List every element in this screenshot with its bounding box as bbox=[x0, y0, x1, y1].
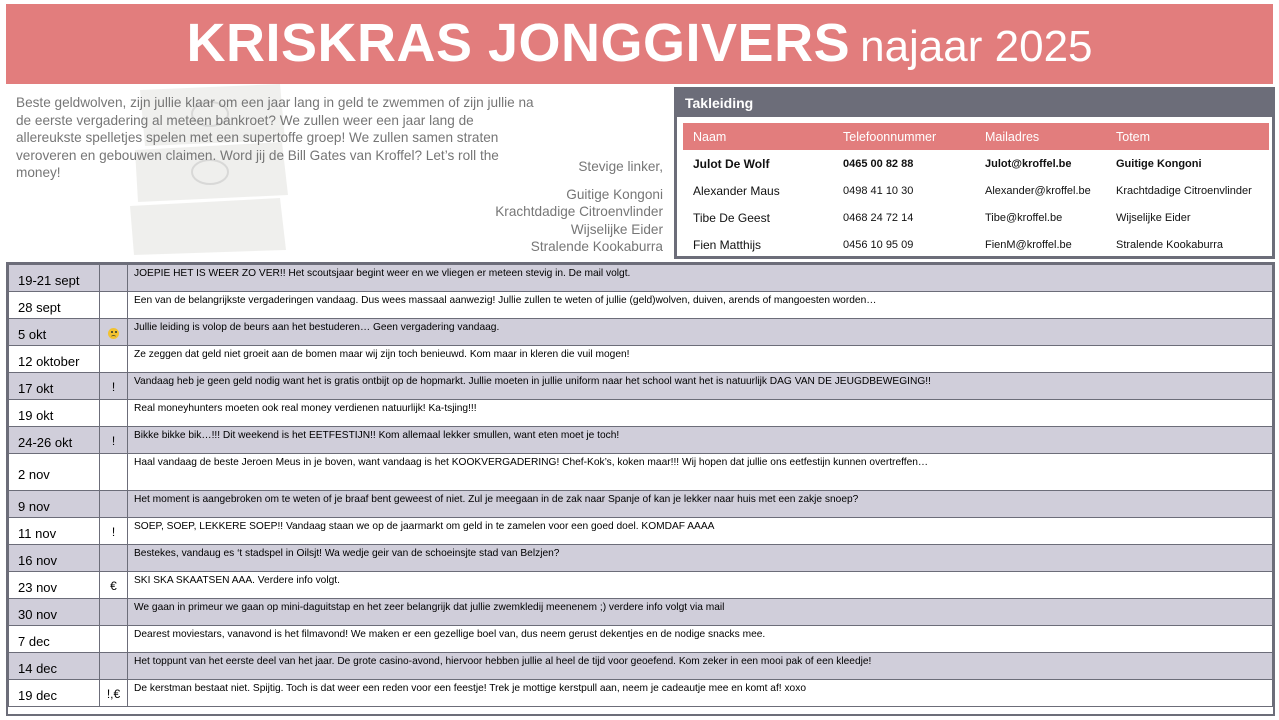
leader-row bbox=[683, 231, 1269, 258]
schedule-description: Jullie leiding is volop de beurs aan het bestuderen… Geen vergadering vandaag. bbox=[128, 319, 1273, 346]
leader-row bbox=[683, 204, 1269, 231]
schedule-row bbox=[9, 626, 1273, 653]
schedule-description: We gaan in primeur we gaan op mini-daguitstap en het zeer belangrijk dat jullie zwemkledij meenenem ;) verdere info volgt via mail bbox=[128, 599, 1273, 626]
leader-name: Alexander Maus bbox=[693, 183, 780, 198]
column-header-totem: Totem bbox=[1106, 123, 1269, 150]
schedule-description: Het moment is aangebroken om te weten of je braaf bent geweest of niet. Zul je meegaan in de zak naar Spanje of kan je lekker naar huis met een zakje snoep? bbox=[128, 491, 1273, 518]
schedule-row bbox=[9, 545, 1273, 572]
schedule-marker: ! bbox=[100, 373, 128, 400]
schedule-marker bbox=[100, 400, 128, 427]
signature-name: Stralende Kookaburra bbox=[530, 239, 663, 254]
schedule-date: 23 nov bbox=[9, 572, 100, 599]
schedule-description: Bikke bikke bik…!!! Dit weekend is het EETFESTIJN!! Kom allemaal lekker smullen, want eten moet je toch! bbox=[128, 427, 1273, 454]
leader-phone: 0498 41 10 30 bbox=[843, 184, 914, 197]
schedule-row bbox=[9, 400, 1273, 427]
schedule-row bbox=[9, 599, 1273, 626]
schedule-description: SKI SKA SKAATSEN AAA. Verdere info volgt. bbox=[128, 572, 1273, 599]
schedule-date: 9 nov bbox=[9, 491, 100, 518]
leader-totem: Krachtdadige Citroenvlinder bbox=[1116, 184, 1252, 197]
schedule-date: 19 okt bbox=[9, 400, 100, 427]
signature-name: Krachtdadige Citroenvlinder bbox=[495, 204, 663, 219]
schedule-marker bbox=[100, 599, 128, 626]
sad-face-icon bbox=[100, 319, 128, 346]
schedule-date: 11 nov bbox=[9, 518, 100, 545]
schedule-description: JOEPIE HET IS WEER ZO VER!! Het scoutsjaar begint weer en we vliegen er meteen stevig in. De mail volgt. bbox=[128, 265, 1273, 292]
leaders-panel bbox=[674, 87, 1275, 259]
schedule-description: SOEP, SOEP, LEKKERE SOEP!! Vandaag staan we op de jaarmarkt om geld in te zamelen voor een goed doel. KOMDAF AAAA bbox=[128, 518, 1273, 545]
schedule-description: Vandaag heb je geen geld nodig want het is gratis ontbijt op de hopmarkt. Jullie moeten in jullie uniform naar het school want het is natuurlijk DAG VAN DE JEUGDBEWEGING!! bbox=[128, 373, 1273, 400]
schedule-date: 19 dec bbox=[9, 680, 100, 707]
sad-face-icon bbox=[108, 328, 119, 339]
leader-row bbox=[683, 150, 1269, 177]
leader-email: Julot@kroffel.be bbox=[985, 157, 1072, 170]
schedule-date: 5 okt bbox=[9, 319, 100, 346]
schedule-date: 30 nov bbox=[9, 599, 100, 626]
schedule-marker bbox=[100, 491, 128, 518]
leader-email: FienM@kroffel.be bbox=[985, 238, 1072, 251]
signature-name: Wijselijke Eider bbox=[570, 221, 663, 237]
schedule-description: Ze zeggen dat geld niet groeit aan de bomen maar wij zijn toch benieuwd. Kom maar in kleren die vuil mogen! bbox=[128, 346, 1273, 373]
schedule-description: Real moneyhunters moeten ook real money verdienen natuurlijk! Ka-tsjing!!! bbox=[128, 400, 1273, 427]
leaders-header-row bbox=[683, 123, 1269, 150]
schedule-marker bbox=[100, 653, 128, 680]
signature-name: Guitige Kongoni bbox=[566, 186, 663, 202]
column-header-name: Naam bbox=[683, 123, 833, 150]
schedule-row bbox=[9, 572, 1273, 599]
leader-totem: Guitige Kongoni bbox=[1116, 157, 1202, 170]
schedule-description: Een van de belangrijkste vergaderingen vandaag. Dus wees massaal aanwezig! Jullie zullen te weten of jullie (geld)wolven, duiven, arends of mangoesten worden… bbox=[128, 292, 1273, 319]
intro-text: Beste geldwolven, zijn jullie klaar om een jaar lang in geld te zwemmen of zijn jullie na de eerste vergadering al meteen bankroet? We zullen weer een jaar lang de allereukste spelletjes spelen met een supertoffe groep! We zullen samen straten veroveren en gebouwen claimen. Word jij de Bill Gates van Kroffel? Let’s roll the money! bbox=[16, 95, 534, 180]
schedule-marker bbox=[100, 626, 128, 653]
schedule-row bbox=[9, 653, 1273, 680]
leader-totem: Wijselijke Eider bbox=[1116, 211, 1191, 224]
schedule-row bbox=[9, 346, 1273, 373]
schedule-marker bbox=[100, 292, 128, 319]
leader-name: Fien Matthijs bbox=[693, 237, 762, 252]
schedule-description: Bestekes, vandaug es ‘t stadspel in Oilsjt! Wa wedje geir van de schoeinsjte stad van Belzjen? bbox=[128, 545, 1273, 572]
leader-totem: Stralende Kookaburra bbox=[1116, 238, 1224, 251]
schedule-marker bbox=[100, 545, 128, 572]
schedule-date: 24-26 okt bbox=[9, 427, 100, 454]
column-header-phone: Telefoonnummer bbox=[833, 123, 975, 150]
leader-name: Tibe De Geest bbox=[693, 210, 770, 225]
schedule-date: 7 dec bbox=[9, 626, 100, 653]
title-banner bbox=[6, 4, 1273, 84]
schedule-description: Haal vandaag de beste Jeroen Meus in je boven, want vandaag is het KOOKVERGADERING! Chef-Kok’s, koken maar!!! Wij hopen dat jullie ons eetfestijn kunnen overtreffen… bbox=[128, 454, 1273, 491]
schedule-marker: € bbox=[100, 572, 128, 599]
schedule-row bbox=[9, 680, 1273, 707]
leaders-table bbox=[683, 123, 1269, 258]
leader-email: Alexander@kroffel.be bbox=[985, 184, 1091, 197]
schedule-row bbox=[9, 319, 1273, 346]
schedule-marker bbox=[100, 454, 128, 491]
leader-phone: 0456 10 95 09 bbox=[843, 238, 914, 251]
column-header-email: Mailadres bbox=[975, 123, 1106, 150]
schedule-date: 16 nov bbox=[9, 545, 100, 572]
schedule-row bbox=[9, 265, 1273, 292]
schedule-date: 14 dec bbox=[9, 653, 100, 680]
schedule-marker: ! bbox=[100, 518, 128, 545]
title-season: najaar 2025 bbox=[860, 22, 1093, 71]
leader-phone: 0468 24 72 14 bbox=[843, 211, 914, 224]
leader-email: Tibe@kroffel.be bbox=[985, 211, 1063, 224]
schedule-description: Dearest moviestars, vanavond is het filmavond! We maken er een gezellige boel van, dus neem gerust dekentjes en de nodige snacks mee. bbox=[128, 626, 1273, 653]
schedule-row bbox=[9, 491, 1273, 518]
schedule-marker bbox=[100, 265, 128, 292]
greeting: Stevige linker, bbox=[578, 159, 663, 174]
schedule-table bbox=[6, 262, 1275, 716]
leader-name: Julot De Wolf bbox=[693, 156, 770, 171]
schedule-description: Het toppunt van het eerste deel van het jaar. De grote casino-avond, hiervoor hebben jullie al heel de tijd voor geoefend. Kom zeker in een mooi pak of een kleedje! bbox=[128, 653, 1273, 680]
schedule-date: 28 sept bbox=[9, 292, 100, 319]
schedule-marker bbox=[100, 346, 128, 373]
signature-block bbox=[495, 158, 663, 256]
leader-row bbox=[683, 177, 1269, 204]
schedule-row bbox=[9, 373, 1273, 400]
schedule-date: 17 okt bbox=[9, 373, 100, 400]
schedule-marker: ! bbox=[100, 427, 128, 454]
title-main: KRISKRAS JONGGIVERS bbox=[186, 13, 851, 73]
leaders-title: Takleiding bbox=[677, 90, 1272, 117]
schedule-row bbox=[9, 454, 1273, 491]
schedule-date: 2 nov bbox=[9, 454, 100, 491]
schedule-row bbox=[9, 292, 1273, 319]
schedule-marker: !,€ bbox=[100, 680, 128, 707]
schedule-row bbox=[9, 427, 1273, 454]
schedule-date: 12 oktober bbox=[9, 346, 100, 373]
schedule-date: 19-21 sept bbox=[9, 265, 100, 292]
leader-phone: 0465 00 82 88 bbox=[843, 157, 914, 170]
schedule-description: De kerstman bestaat niet. Spijtig. Toch is dat weer een reden voor een feestje! Trek je mottige kerstpull aan, neem je cadeautje mee en komt af! xoxo bbox=[128, 680, 1273, 707]
schedule-row bbox=[9, 518, 1273, 545]
